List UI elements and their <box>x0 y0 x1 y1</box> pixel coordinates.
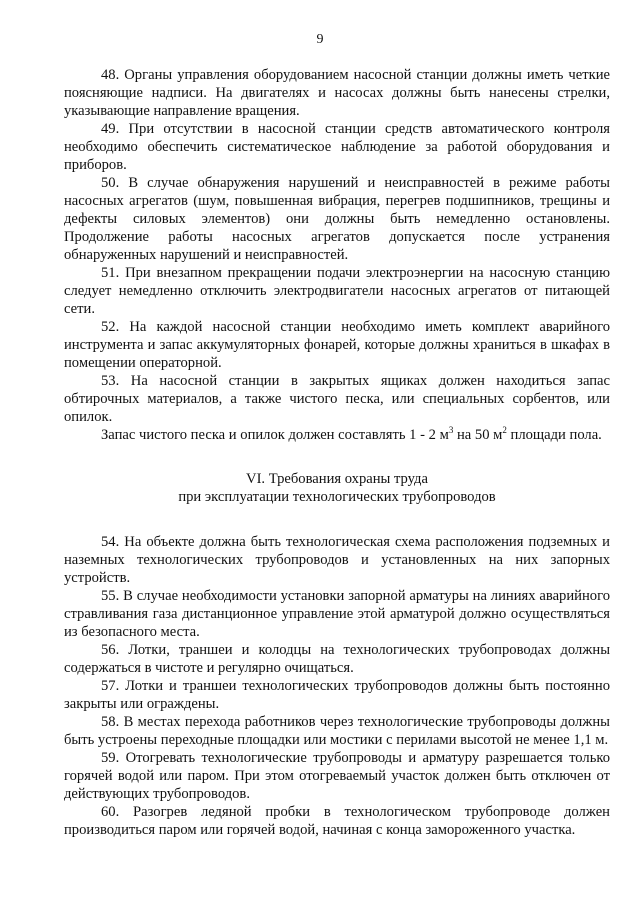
sand-note-end: площади пола. <box>506 427 602 443</box>
paragraph-sand-note <box>64 426 610 444</box>
section-title-line2: при эксплуатации технологических трубопроводов <box>178 489 496 505</box>
paragraph-48: 48. Органы управления оборудованием насосной станции должны иметь четкие поясняющие надписи. На двигателях и насосах должны быть нанесены стрелки, указывающие направление вращения. <box>64 67 610 119</box>
paragraph-53: 53. На насосной станции в закрытых ящиках должен находиться запас обтирочных материалов, а также чистого песка, или специальных сорбентов, или опилок. <box>64 373 610 425</box>
paragraph-57: 57. Лотки и траншеи технологических трубопроводов должны быть постоянно закрыты или ограждены. <box>64 678 610 712</box>
paragraph-60: 60. Разогрев ледяной пробки в технологическом трубопроводе должен производиться паром или горячей водой, начиная с конца замороженного участка. <box>64 804 610 838</box>
section-heading <box>64 470 610 506</box>
paragraph-58: 58. В местах перехода работников через технологические трубопроводы должны быть устроены переходные площадки или мостики с перилами высотой не менее 1,1 м. <box>64 714 610 748</box>
paragraph-50: 50. В случае обнаружения нарушений и неисправностей в режиме работы насосных агрегатов (шум, повышенная вибрация, перегрев подшипников, трещины и дефекты силовых элементов) они должны быть немедленно остановлены. Продолжение работы насосных агрегатов допускается после устранения обнаруженных нарушений и неисправностей. <box>64 175 610 263</box>
paragraph-55: 55. В случае необходимости установки запорной арматуры на линиях аварийного стравливания газа дистанционное управление этой арматурой должно осуществляться из безопасного места. <box>64 588 610 640</box>
sand-note-start: Запас чистого песка и опилок должен составлять 1 - 2 м <box>101 427 449 443</box>
paragraph-54: 54. На объекте должна быть технологическая схема расположения подземных и наземных технологических трубопроводов и установленных на них запорных устройств. <box>64 534 610 586</box>
paragraph-51: 51. При внезапном прекращении подачи электроэнергии на насосную станцию следует немедленно отключить электродвигатели насосных агрегатов от питающей сети. <box>64 265 610 317</box>
paragraph-49: 49. При отсутствии в насосной станции средств автоматического контроля необходимо обеспечить систематическое наблюдение за работой оборудования и приборов. <box>64 121 610 173</box>
document-body <box>64 66 610 839</box>
paragraph-59: 59. Отогревать технологические трубопроводы и арматуру разрешается только горячей водой или паром. При этом отогреваемый участок должен быть отключен от действующих трубопроводов. <box>64 750 610 802</box>
square-superscript: 2 <box>502 425 507 436</box>
cubic-superscript: 3 <box>448 425 454 436</box>
paragraph-56: 56. Лотки, траншеи и колодцы на технологических трубопроводах должны содержаться в чистоте и регулярно очищаться. <box>64 642 610 676</box>
paragraph-52: 52. На каждой насосной станции необходимо иметь комплект аварийного инструмента и запас аккумуляторных фонарей, которые должны храниться в шкафах в помещении операторной. <box>64 319 610 371</box>
page-number: 9 <box>316 32 324 47</box>
section-title-line1: VI. Требования охраны труда <box>246 471 428 487</box>
sand-note-mid: на 50 м <box>453 427 503 443</box>
